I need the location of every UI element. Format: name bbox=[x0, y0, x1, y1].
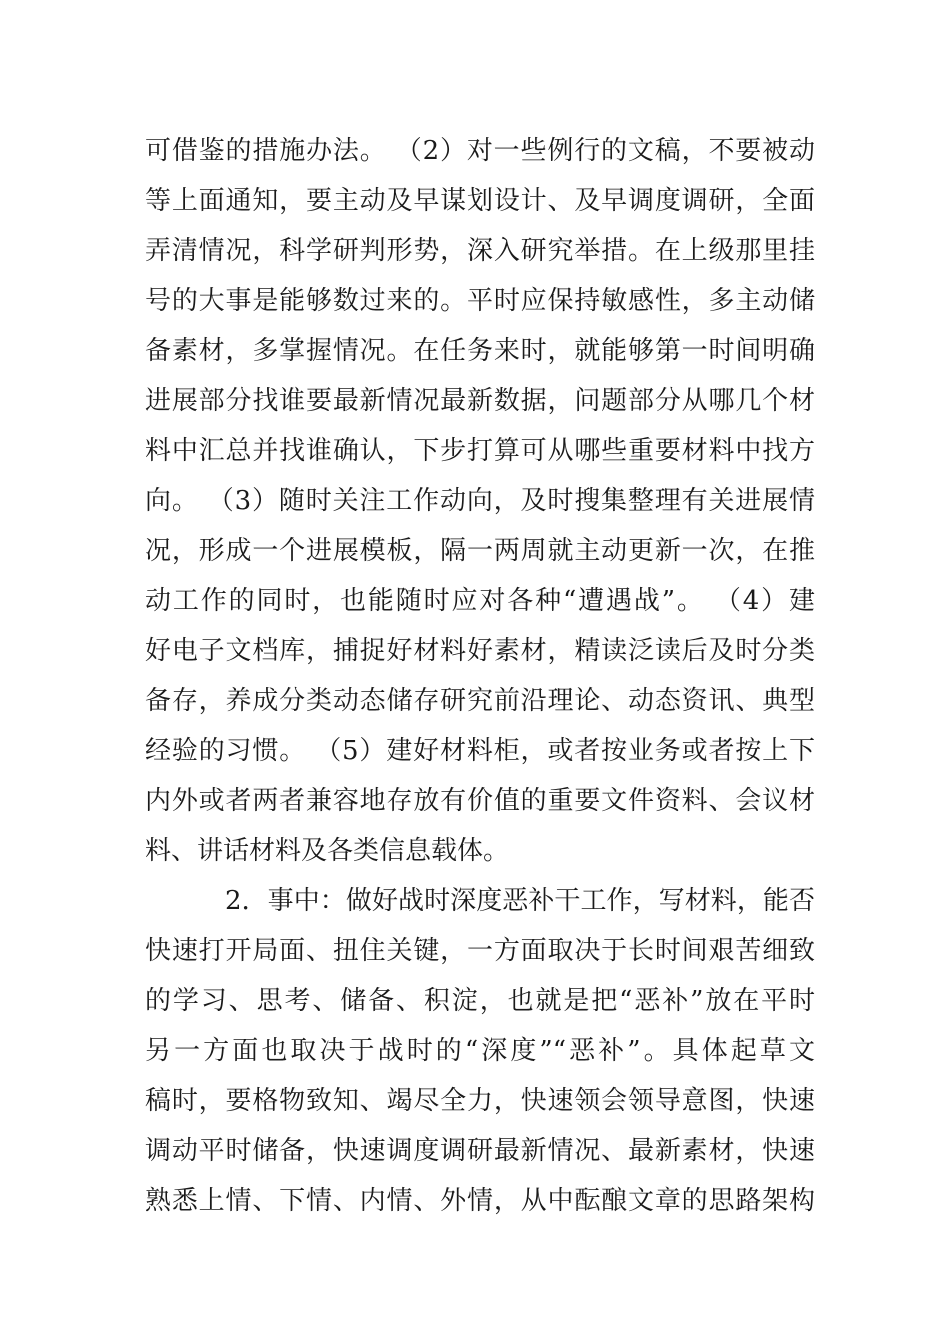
paragraph-line-7: 料中汇总并找谁确认，下步打算可从哪些重要材料中找方 bbox=[145, 436, 815, 466]
paragraph-line-14: 内外或者两者兼容地存放有价值的重要文件资料、会议材 bbox=[145, 786, 815, 816]
paragraph-line-12: 备存，养成分类动态储存研究前沿理论、动态资讯、典型 bbox=[145, 686, 815, 716]
paragraph-line-6: 进展部分找谁要最新情况最新数据，问题部分从哪几个材 bbox=[145, 386, 815, 416]
paragraph-line-13: 经验的习惯。 （5）建好材料柜，或者按业务或者按上下 bbox=[145, 736, 815, 766]
paragraph-line-3: 弄清情况，科学研判形势，深入研究举措。在上级那里挂 bbox=[145, 236, 815, 266]
section-heading-line: 2．事中：做好战时深度恶补干工作，写材料，能否 bbox=[225, 886, 815, 916]
paragraph-line-19: 另一方面也取决于战时的“深度”“恶补”。具体起草文 bbox=[145, 1036, 815, 1066]
paragraph-line-5: 备素材，多掌握情况。在任务来时，就能够第一时间明确 bbox=[145, 336, 815, 366]
paragraph-line-22: 熟悉上情、下情、内情、外情，从中酝酿文章的思路架构 bbox=[145, 1186, 815, 1216]
paragraph-line-15: 料、讲话材料及各类信息载体。 bbox=[145, 836, 510, 866]
paragraph-line-17: 快速打开局面、扭住关键，一方面取决于长时间艰苦细致 bbox=[145, 936, 815, 966]
paragraph-line-8: 向。 （3）随时关注工作动向，及时搜集整理有关进展情 bbox=[145, 486, 815, 516]
paragraph-line-9: 况，形成一个进展模板，隔一两周就主动更新一次，在推 bbox=[145, 536, 815, 566]
paragraph-line-18: 的学习、思考、储备、积淀，也就是把“恶补”放在平时 bbox=[145, 986, 815, 1016]
paragraph-line-20: 稿时，要格物致知、竭尽全力，快速领会领导意图，快速 bbox=[145, 1086, 815, 1116]
paragraph-line-10: 动工作的同时，也能随时应对各种“遭遇战”。 （4）建 bbox=[145, 586, 815, 616]
paragraph-line-1: 可借鉴的措施办法。 （2）对一些例行的文稿，不要被动 bbox=[145, 136, 815, 166]
paragraph-line-2: 等上面通知，要主动及早谋划设计、及早调度调研，全面 bbox=[145, 186, 815, 216]
paragraph-line-4: 号的大事是能够数过来的。平时应保持敏感性，多主动储 bbox=[145, 286, 815, 316]
paragraph-line-21: 调动平时储备，快速调度调研最新情况、最新素材，快速 bbox=[145, 1136, 815, 1166]
paragraph-line-11: 好电子文档库，捕捉好材料好素材，精读泛读后及时分类 bbox=[145, 636, 815, 666]
